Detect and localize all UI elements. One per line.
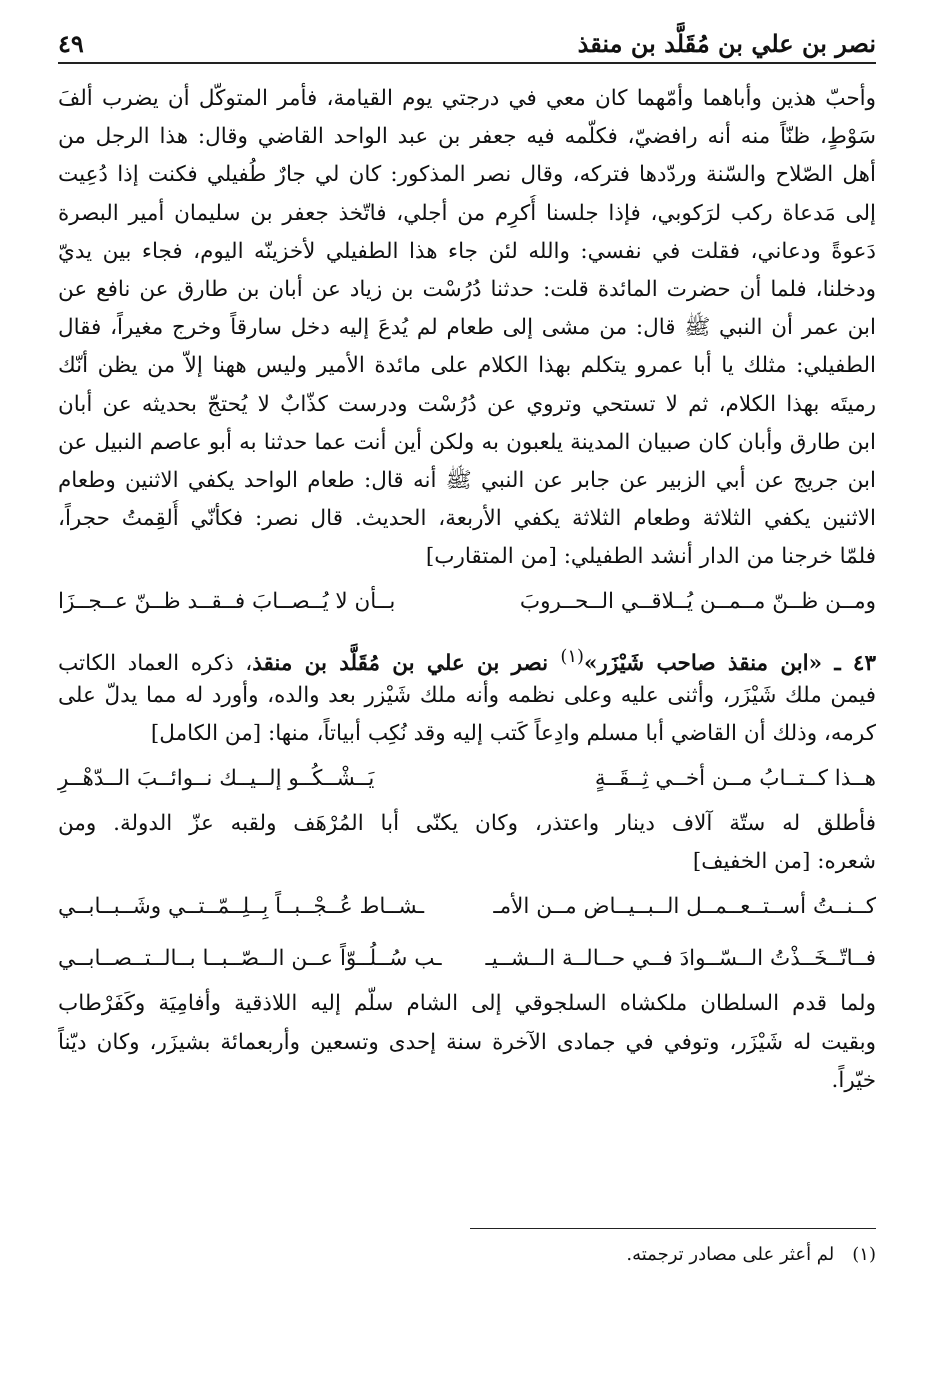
entry-name: نصر بن علي بن مُقَلَّد بن منقذ [252,651,561,677]
text-line: وأحبّ هذين وأباهما وأمّهما كان معي في درجتي يوم القيامة، فأمر المتوكّل أن يضرب ألفَ [58,86,876,111]
text-line: رميتَه بهذا الكلام، ثم لا تستحي وتروي عن دُرُسْت ودرست كذّابٌ لا يُحتجّ بحديثه عن أبان [58,391,876,417]
text-line: الاثنين يكفي الثلاثة وطعام الثلاثة يكفي الأربعة، الحديث. قال نصر: فكأنّي أُلقِمتُ حجراً، [58,506,876,532]
verse-second-hemistich: يَــشْــكُــو إلــيــك نــوائــبَ الــدّهْــرِ [58,766,375,791]
verse-first-hemistich: ومــن ظــنّ مــمــن يُــلاقــي الــحــروبَ [519,589,876,615]
running-header [58,18,876,64]
verse-line [58,881,876,933]
verse-line [58,576,876,628]
text-line: فلمّا خرجنا من الدار أنشد الطفيلي: [من المتقارب] [425,544,876,570]
paragraph-continuation [58,80,876,576]
main-text [58,80,876,1100]
text-line: ودخلنا، فلما أن حضرت المائدة قلت: حدثنا دُرُسْت بن زياد عن أبان بن طارق عن نافع عن [58,276,876,302]
paragraph-gift [58,805,876,881]
header-title: نصر بن علي بن مُقَلَّد بن منقذ [577,29,876,58]
text-line: فأطلق له ستّة آلاف دينار واعتذر، وكان يكنّى أبا المُرْهَف ولقبه عزّ الدولة. ومن [58,811,876,836]
footnote-text: لم أعثر على مصادر ترجمته. [626,1244,835,1265]
text-line: الطفيلي: مثلك يا أبا عمرو يتكلم بهذا الكلام على مائدة الأمير وليس ههنا إلاّ من يظن أنّك [58,353,876,379]
paragraph-death [58,985,876,1100]
entry-number-title: ٤٣ ـ «ابن منقذ صاحب شَيْزَر» [584,651,876,677]
text-line: خيّراً. [831,1067,876,1093]
verse-line [58,933,876,985]
footnote-divider [470,1228,876,1229]
entry-43 [58,638,876,753]
text-line: ابن جريج عن أبي الزبير عن جابر عن النبي ﷺ أنه قال: طعام الواحد يكفي الاثنين وطعام [58,467,876,493]
text-line: فيمن ملك شَيْزَر، وأثنى عليه وعلى نظمه وأنه ملك شَيْزر بعد والده، وأورد له مما يدلّ على [58,682,876,708]
verse-first-hemistich: هــذا كــتــابُ مــن أخــي ثِــقَــةٍ [594,766,876,791]
verse-line [58,753,876,805]
entry-line-rest: ، ذكره العماد الكاتب [58,651,253,677]
text-line: ولما قدم السلطان ملكشاه السلجوقي إلى الشام سلّم إليه اللاذقية وأفامِيَة وكَفَرْطاب [58,991,876,1017]
text-line: ابن عمر أن النبي ﷺ قال: من مشى إلى طعام لم يُدعَ إليه دخل سارقاً وخرج مغيراً، فقال [58,315,876,341]
text-line: شعره: [من الخفيف] [692,849,876,875]
verse-second-hemistich: ـشــاط عُــجْــبــاً بِــلِــمّــتــي وشَــبــابــي [58,894,425,920]
verse-second-hemistich: ـب سُــلُــوّاً عــن الــصّــبــا بــالــتــصــابــي [58,946,442,972]
entry-heading-line [58,638,876,676]
text-line: دَعوةً ودعاني، فقلت في نفسي: والله لئن جاء هذا الطفيلي لأخزينّه اليوم، فجاء بين يديّ [58,238,876,264]
footnote [58,1240,876,1270]
verse-first-hemistich: فــاتّــخَــذْتُ الــسّــوادَ فــي حــالــة الــشــيـ [485,946,876,972]
text-line: إلى مَدعاة ركب لرَكوبي، فإذا جلسنا أُكرِم من أجلي، فاتّخذ جعفر بن سليمان أمير البصرة [58,200,876,226]
page-number: ٤٩ [58,29,84,58]
verse-second-hemistich: بــأن لا يُــصــابَ فــقــد ظــنّ عــجــزَا [58,589,396,615]
text-line: سَوْطٍ، ظنّاً منه أنه رافضيّ، فكلّمه فيه جعفر بن عبد الواحد القاضي وقال: هذا الرجل من [58,124,876,150]
text-line: ابن طارق وأبان كان صبيان المدينة يلعبون به ولكن أين أنت عما حدثنا به أبو عاصم النبيل عن [58,429,876,455]
footnote-marker: (١) [852,1244,876,1265]
footnote-reference: (١) [560,646,584,668]
text-line: كرمه، وذلك أن القاضي أبا مسلم وادِعاً كَتب إليه وقد نُكِب أبياتاً، منها: [من الكامل] [150,720,876,746]
text-line: أهل الصّلاح والسّنة وردّدها فتركه، وقال نصر المذكور: كان لي جارٌ طُفيلي فكنت إذا دُعِيت [58,162,876,188]
text-line: وبقيت له شَيْزَر، وتوفي في جمادى الآخرة سنة إحدى وتسعين وأربعمائة بشيزَر، وكان ديّناً [58,1029,876,1055]
verse-first-hemistich: كــنــتُ أســتــعــمــل الــبــيــاض مــن الأمـ [493,894,876,920]
